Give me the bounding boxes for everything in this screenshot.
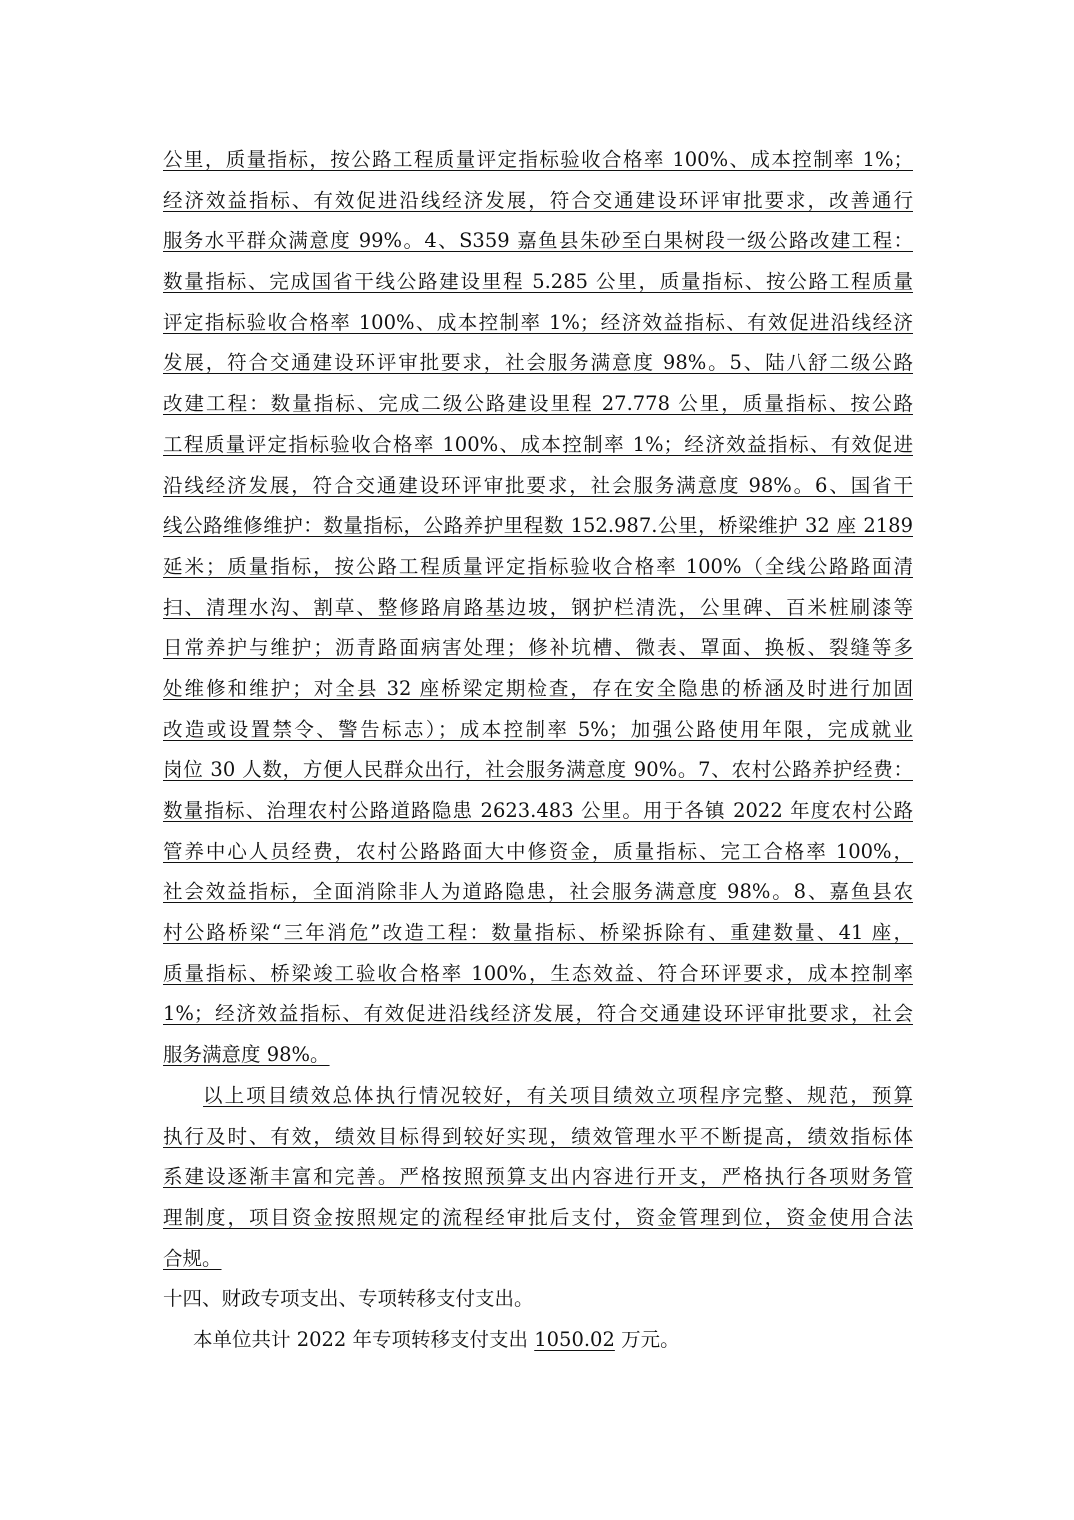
text-line: 公里，质量指标，按公路工程质量评定指标验收合格率 100%、成本控制率 1%； (163, 148, 913, 171)
text-line: 服务水平群众满意度 99%。4、S359 嘉鱼县朱砂至白果树段一级公路改建工程： (163, 229, 913, 253)
text-line: 社会效益指标，全面消除非人为道路隐患，社会服务满意度 98%。8、嘉鱼县农 (163, 880, 913, 904)
text-line: 数量指标、完成国省干线公路建设里程 5.285 公里，质量指标、按公路工程质量 (163, 270, 913, 294)
text-line: 质量指标、桥梁竣工验收合格率 100%，生态效益、符合环评要求，成本控制率 (163, 961, 913, 985)
text-line: 评定指标验收合格率 100%、成本控制率 1%；经济效益指标、有效促进沿线经济 (163, 310, 913, 334)
section-heading: 十四、财政专项支出、专项转移支付支出。 (163, 1287, 534, 1311)
transfer-payment-line (163, 1320, 913, 1361)
text-line: 合规。 (163, 1246, 222, 1270)
text-line: 系建设逐渐丰富和完善。严格按照预算支出内容进行开支，严格执行各项财务管 (163, 1165, 913, 1189)
text-line: 扫、清理水沟、割草、整修路肩路基边坡，钢护栏清洗，公里碑、百米桩刷漆等 (163, 595, 913, 619)
transfer-payment-prefix: 本单位共计 2022 年专项转移支付支出 (193, 1327, 535, 1351)
document-body (163, 140, 913, 1361)
text-line: 改建工程：数量指标、完成二级公路建设里程 27.778 公里，质量指标、按公路 (163, 392, 913, 416)
summary-paragraph (163, 1076, 913, 1279)
text-line: 以上项目绩效总体执行情况较好，有关项目绩效立项程序完整、规范，预算 (203, 1083, 913, 1107)
text-line: 线公路维修维护：数量指标，公路养护里程数 152.987.公里，桥梁维护 32 座 2189 (163, 514, 913, 538)
text-line: 经济效益指标、有效促进沿线经济发展，符合交通建设环评审批要求，改善通行 (163, 188, 913, 212)
text-line: 日常养护与维护；沥青路面病害处理；修补坑槽、微表、罩面、换板、裂缝等多 (163, 636, 913, 660)
text-line: 发展，符合交通建设环评审批要求，社会服务满意度 98%。5、陆八舒二级公路 (163, 351, 913, 375)
text-line: 1%；经济效益指标、有效促进沿线经济发展，符合交通建设环评审批要求，社会 (163, 1002, 913, 1026)
text-line: 理制度，项目资金按照规定的流程经审批后支付，资金管理到位，资金使用合法 (163, 1205, 913, 1229)
transfer-payment-amount: 1050.02 (534, 1327, 615, 1351)
text-line: 执行及时、有效，绩效目标得到较好实现，绩效管理水平不断提高，绩效指标体 (163, 1124, 913, 1148)
performance-paragraph (163, 140, 913, 1076)
text-line: 改造或设置禁令、警告标志）；成本控制率 5%；加强公路使用年限，完成就业 (163, 717, 913, 741)
text-line: 工程质量评定指标验收合格率 100%、成本控制率 1%；经济效益指标、有效促进 (163, 432, 913, 456)
text-line: 处维修和维护；对全县 32 座桥梁定期检查，存在安全隐患的桥涵及时进行加固 (163, 676, 913, 700)
text-line: 延米；质量指标，按公路工程质量评定指标验收合格率 100%（全线公路路面清 (163, 554, 913, 578)
text-line: 管养中心人员经费，农村公路路面大中修资金，质量指标、完工合格率 100%， (163, 839, 913, 863)
text-line: 服务满意度 98%。 (163, 1043, 330, 1067)
text-line: 数量指标、治理农村公路道路隐患 2623.483 公里。用于各镇 2022 年度农村公路 (163, 799, 913, 822)
transfer-payment-suffix: 万元。 (614, 1327, 680, 1351)
text-line: 村公路桥梁“三年消危”改造工程：数量指标、桥梁拆除有、重建数量、41 座， (163, 921, 913, 945)
text-line: 沿线经济发展，符合交通建设环评审批要求，社会服务满意度 98%。6、国省干 (163, 473, 913, 497)
text-line: 岗位 30 人数，方便人民群众出行，社会服务满意度 90%。7、农村公路养护经费： (163, 758, 913, 782)
